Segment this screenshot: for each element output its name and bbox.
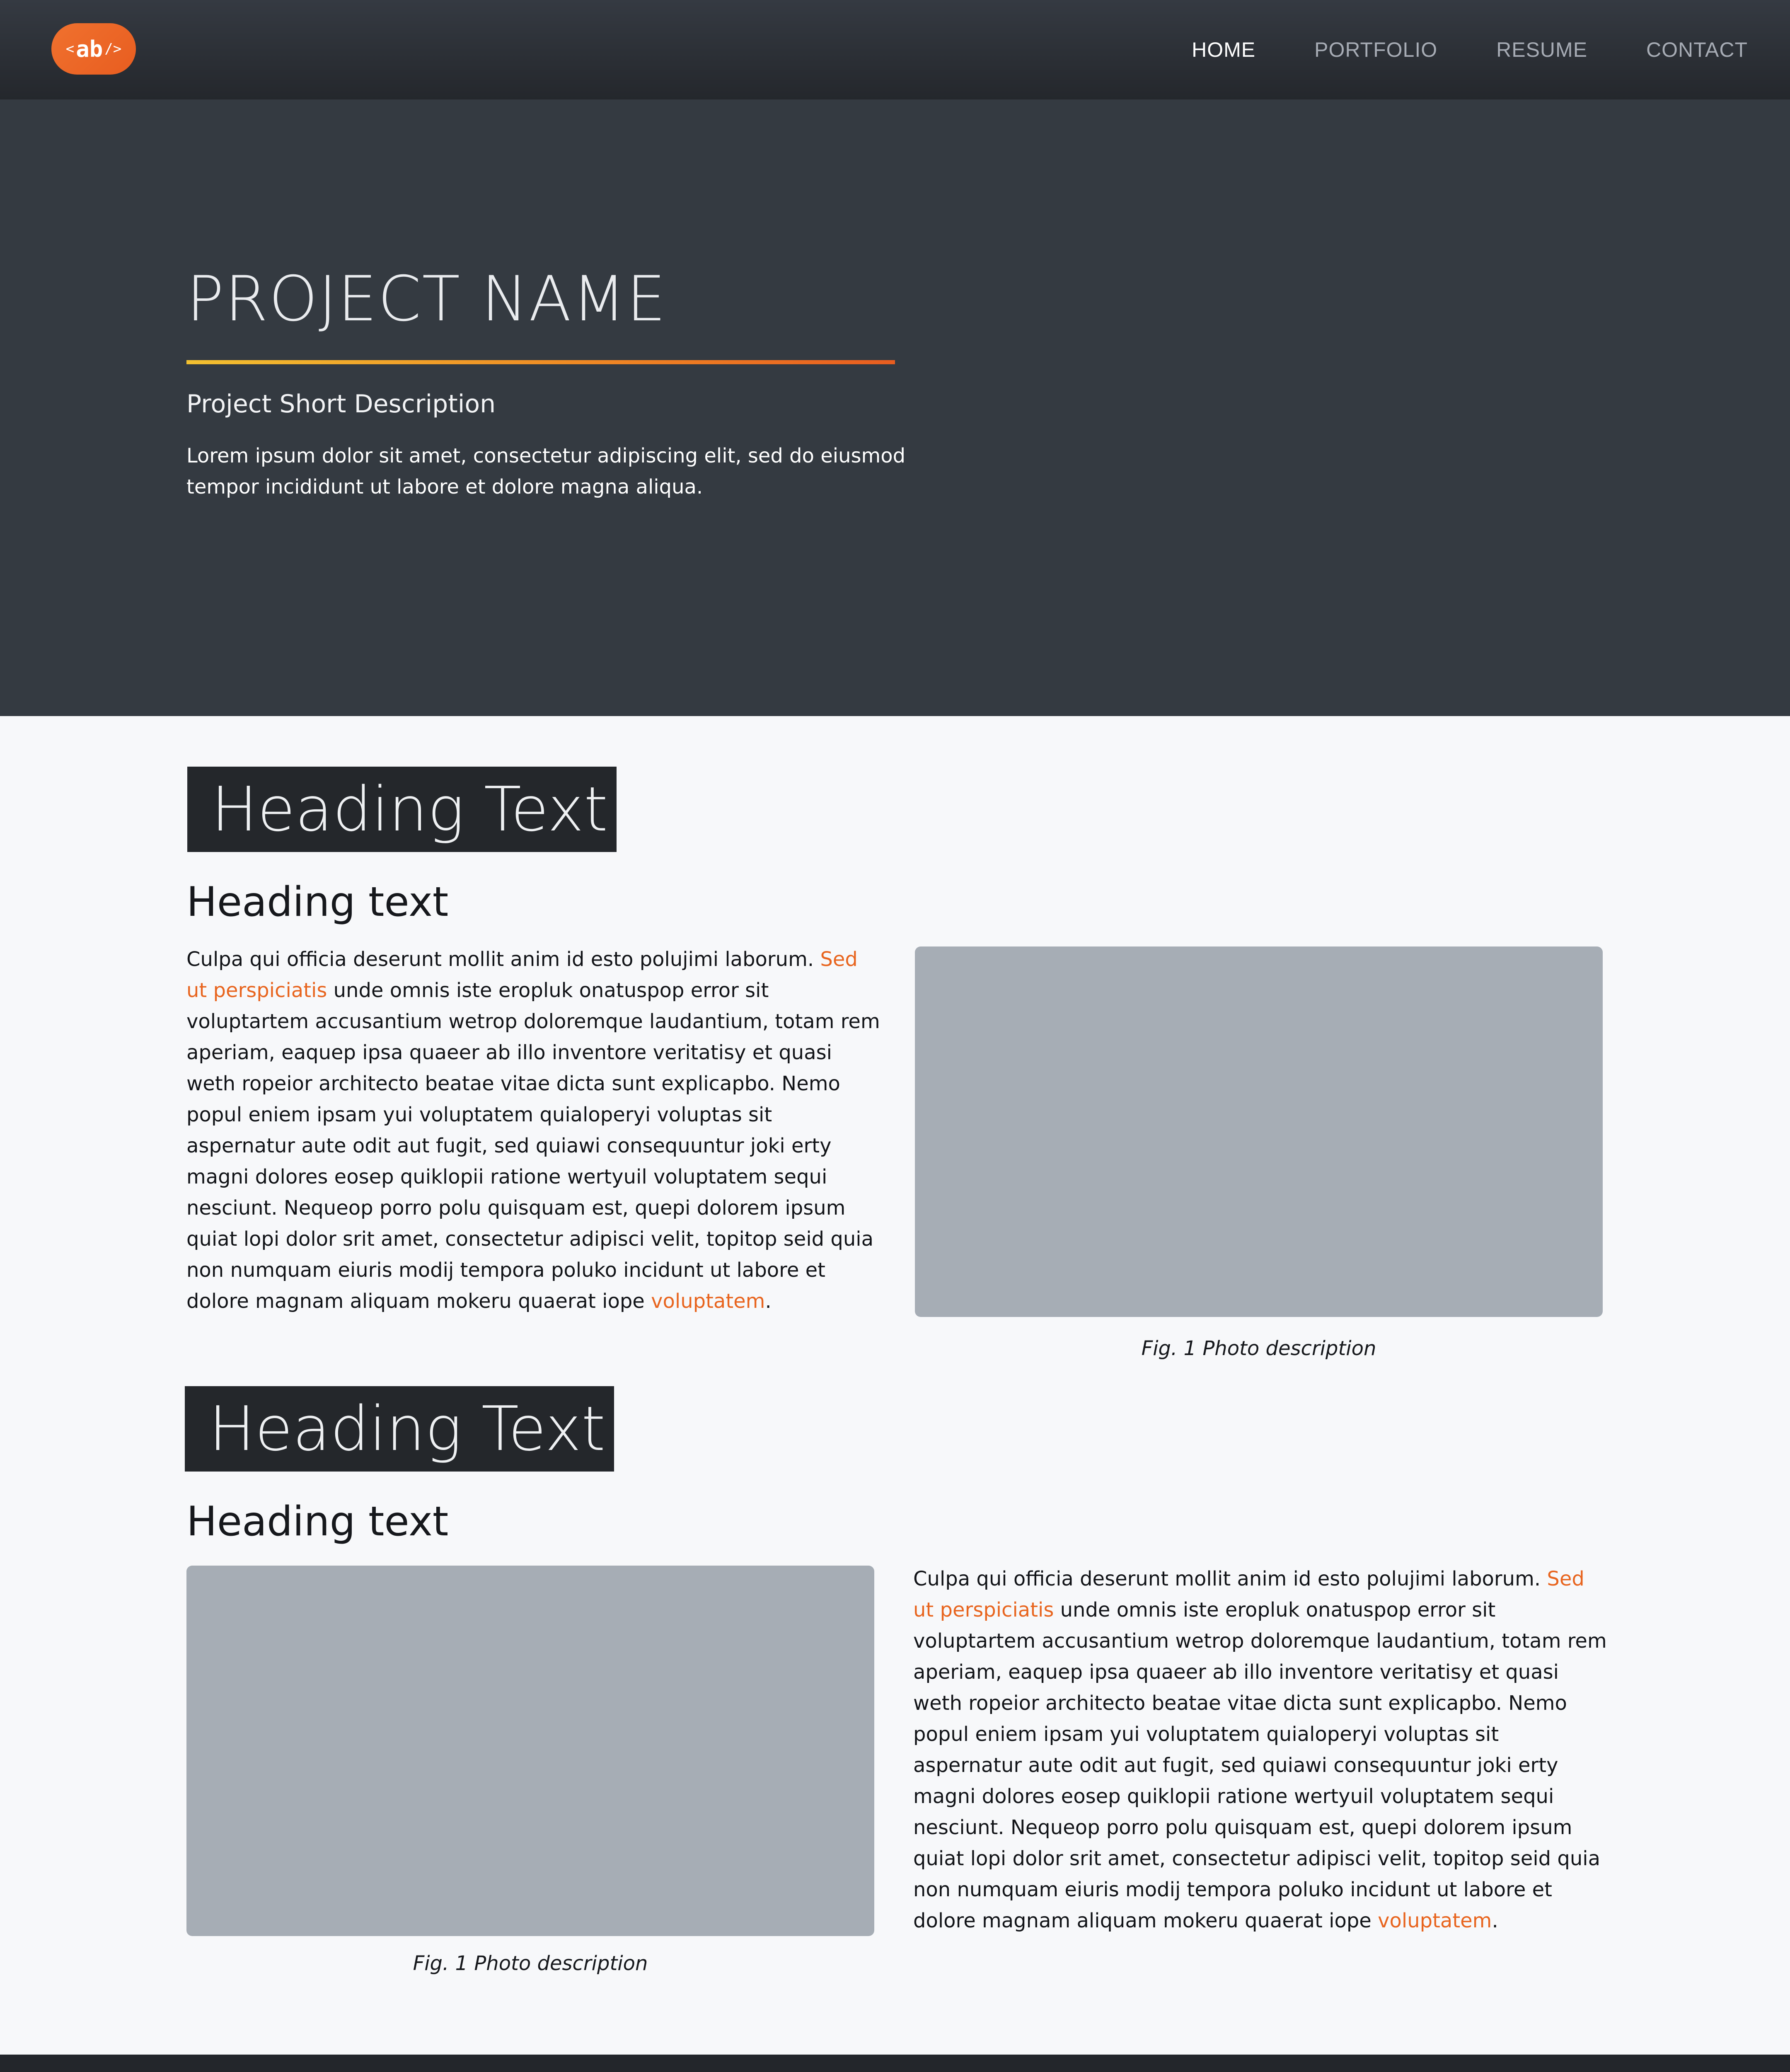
section-1-photo-placeholder bbox=[915, 946, 1603, 1317]
section-2-paragraph bbox=[913, 1564, 1609, 1936]
paragraph-text: unde omnis iste eropluk onatuspop error sit voluptartem accusantium wetrop doloremque laudantium, totam rem aperiam, eaquep ipsa quaeer ab illo inventore veritatisy et quasi weth ropeior architecto beatae vitae dicta sunt explicapbo. Nemo popul eniem ipsam yui voluptatem quialoperyi voluptas sit aspernatur aute odit aut fugit, sed quiawi consequuntur joki erty magni dolores eosep quiklopii ratione wertyuil voluptatem sequi nesciunt. Nequeop porro polu quisquam est, quepi dolorem ipsum quiat lopi dolor srit amet, consectetur adipisci velit, topitop seid quia non numquam eiuris modij tempora poluko incidunt ut labore et dolore magnam aliquam mokeru quaerat iope bbox=[186, 979, 880, 1313]
nav-item-portfolio[interactable]: PORTFOLIO bbox=[1314, 38, 1438, 61]
section-2-photo-caption: Fig. 1 Photo description bbox=[413, 1952, 648, 1975]
logo-open-bracket: < bbox=[65, 41, 75, 57]
nav-item-resume[interactable]: RESUME bbox=[1496, 38, 1588, 61]
title-gradient-divider bbox=[186, 360, 895, 364]
paragraph-text: unde omnis iste eropluk onatuspop error sit voluptartem accusantium wetrop doloremque laudantium, totam rem aperiam, eaquep ipsa quaeer ab illo inventore veritatisy et quasi weth ropeior architecto beatae vitae dicta sunt explicapbo. Nemo popul eniem ipsam yui voluptatem quialoperyi voluptas sit aspernatur aute odit aut fugit, sed quiawi consequuntur joki erty magni dolores eosep quiklopii ratione wertyuil voluptatem sequi nesciunt. Nequeop porro polu quisquam est, quepi dolorem ipsum quiat lopi dolor srit amet, consectetur adipisci velit, topitop seid quia non numquam eiuris modij tempora poluko incidunt ut labore et dolore magnam aliquam mokeru quaerat iope bbox=[913, 1598, 1607, 1932]
paragraph-text: Culpa qui officia deserunt mollit anim id esto polujimi laborum. bbox=[913, 1567, 1547, 1590]
paragraph-link[interactable]: Sed ut perspiciatis bbox=[186, 948, 858, 1002]
section-1-box-heading: Heading Text bbox=[187, 767, 617, 852]
nav-item-contact[interactable]: CONTACT bbox=[1646, 38, 1748, 61]
site-footer bbox=[0, 2055, 1790, 2072]
logo-text: ab bbox=[76, 36, 103, 62]
logo-close-bracket: /> bbox=[104, 41, 122, 57]
section-1-photo-caption: Fig. 1 Photo description bbox=[1141, 1337, 1376, 1360]
project-subtitle: Project Short Description bbox=[186, 390, 496, 419]
section-2-heading: Heading text bbox=[186, 1498, 449, 1545]
paragraph-text: . bbox=[1492, 1909, 1498, 1932]
paragraph-link[interactable]: voluptatem bbox=[1378, 1909, 1492, 1932]
paragraph-link[interactable]: Sed ut perspiciatis bbox=[913, 1567, 1584, 1622]
project-title: PROJECT NAME bbox=[186, 263, 667, 335]
main-nav bbox=[1133, 0, 1748, 99]
paragraph-text: . bbox=[765, 1290, 772, 1313]
paragraph-link[interactable]: voluptatem bbox=[651, 1290, 765, 1313]
section-2-box-heading: Heading Text bbox=[185, 1386, 614, 1472]
section-1-paragraph bbox=[186, 944, 883, 1317]
site-logo[interactable] bbox=[51, 23, 136, 75]
project-description: Lorem ipsum dolor sit amet, consectetur adipiscing elit, sed do eiusmod tempor incididunt ut labore et dolore magna aliqua. bbox=[186, 444, 906, 499]
section-2-photo-placeholder bbox=[186, 1566, 874, 1936]
hero-section bbox=[0, 99, 1790, 716]
section-1-heading: Heading text bbox=[186, 879, 449, 926]
top-navbar bbox=[0, 0, 1790, 99]
nav-item-home[interactable]: HOME bbox=[1192, 38, 1256, 61]
paragraph-text: Culpa qui officia deserunt mollit anim id esto polujimi laborum. bbox=[186, 948, 820, 971]
